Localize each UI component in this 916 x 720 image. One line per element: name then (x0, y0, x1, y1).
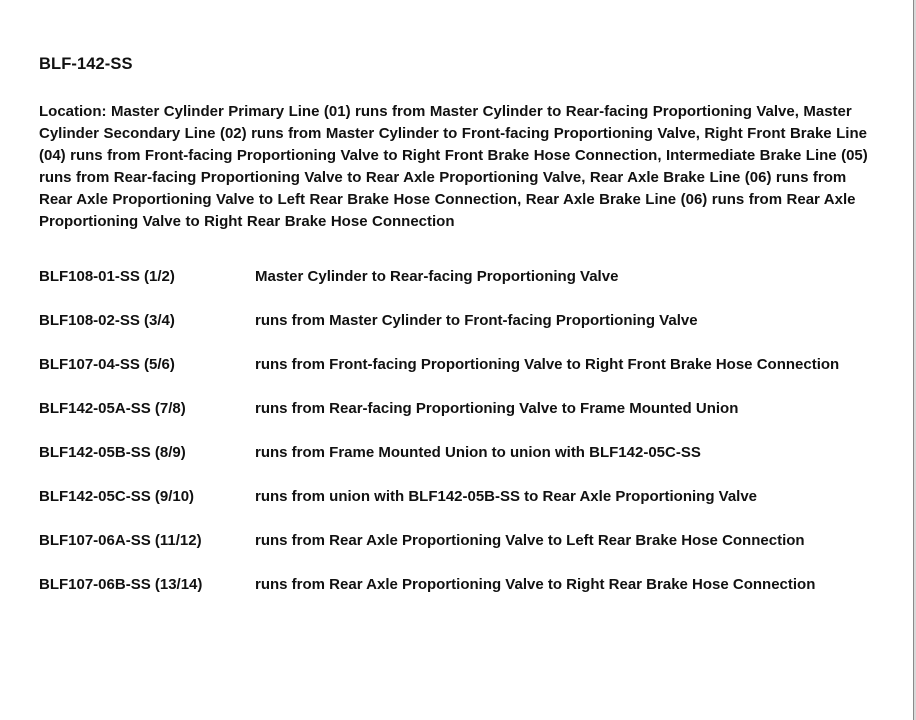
part-row (39, 354, 875, 376)
part-row (39, 266, 875, 288)
part-row (39, 486, 875, 508)
part-number: BLF107-06B-SS (13/14) (39, 576, 203, 593)
document-title: BLF-142-SS (39, 55, 133, 73)
part-number: BLF142-05B-SS (8/9) (39, 444, 186, 461)
part-description: Master Cylinder to Rear-facing Proportioning Valve (255, 268, 619, 285)
location-paragraph: Location: Master Cylinder Primary Line (01) runs from Master Cylinder to Rear-facing Proportioning Valve, Master Cylinder Secondary Line (02) runs from Master Cylinder to Front-facing Proportioning Valve, Right Front Brake Line (04) runs from Front-facing Proportioning Valve to Right Front Brake Hose Connection, Intermediate Brake Line (05) runs from Rear-facing Proportioning Valve to Rear Axle Proportioning Valve, Rear Axle Brake Line (06) runs from Rear Axle Proportioning Valve to Left Rear Brake Hose Connection, Rear Axle Brake Line (06) runs from Rear Axle Proportioning Valve to Right Rear Brake Hose Connection (39, 103, 868, 230)
part-number: BLF107-06A-SS (11/12) (39, 532, 202, 549)
part-number: BLF108-01-SS (1/2) (39, 268, 175, 285)
part-row (39, 310, 875, 332)
document-content (39, 53, 875, 618)
part-number: BLF142-05A-SS (7/8) (39, 400, 186, 417)
part-row (39, 442, 875, 464)
part-number: BLF108-02-SS (3/4) (39, 312, 175, 329)
part-row (39, 574, 875, 596)
part-description: runs from Rear Axle Proportioning Valve to Left Rear Brake Hose Connection (255, 532, 805, 549)
part-description: runs from Rear Axle Proportioning Valve to Right Rear Brake Hose Connection (255, 576, 816, 593)
part-description: runs from union with BLF142-05B-SS to Rear Axle Proportioning Valve (255, 488, 758, 505)
part-number: BLF142-05C-SS (9/10) (39, 488, 195, 505)
part-description: runs from Rear-facing Proportioning Valve to Frame Mounted Union (255, 400, 739, 417)
parts-list (39, 266, 875, 596)
part-number: BLF107-04-SS (5/6) (39, 356, 175, 373)
part-description: runs from Frame Mounted Union to union with BLF142-05C-SS (255, 444, 701, 461)
part-description: runs from Front-facing Proportioning Valve to Right Front Brake Hose Connection (255, 356, 840, 373)
part-row (39, 398, 875, 420)
part-row (39, 530, 875, 552)
part-description: runs from Master Cylinder to Front-facing Proportioning Valve (255, 312, 698, 329)
